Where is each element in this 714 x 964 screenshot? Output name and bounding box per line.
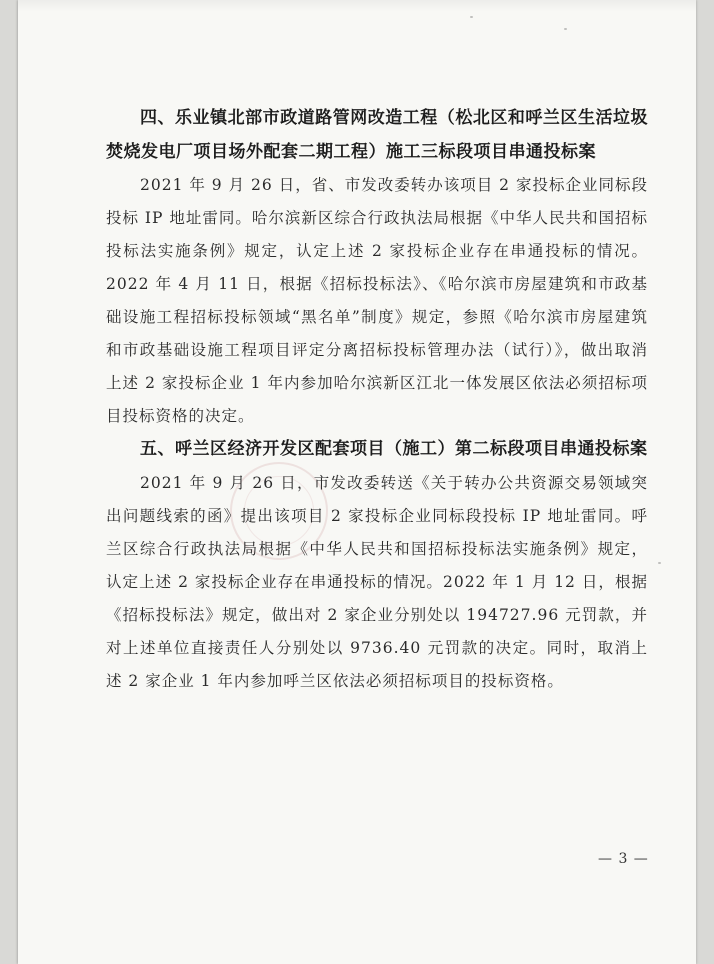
page-top-edge: [18, 0, 696, 12]
document-page: [18, 0, 696, 964]
section-5-heading: 五、呼兰区经济开发区配套项目（施工）第二标段项目串通投标案: [140, 439, 648, 459]
section-4-paragraph: 2021 年 9 月 26 日，省、市发改委转办该项目 2 家投标企业同标段投标 IP 地址雷同。哈尔滨新区综合行政执法局根据《中华人民共和国招标投标法实施条例》规定，认定上述 2 家投标企业存在串通投标的情况。2022 年 4 月 11 日，根据《招标投标法》、《哈尔滨市房屋建筑和市政基础设施工程招标投标领域“黑名单”制度》规定，参照《哈尔滨市房屋建筑和市政基础设施工程项目评定分离招标投标管理办法（试行）》，做出取消上述 2 家投标企业 1 年内参加哈尔滨新区江北一体发展区依法必须招标项目投标资格的决定。: [106, 176, 648, 425]
page-number: — 3 —: [598, 851, 649, 867]
section-5-paragraph: 2021 年 9 月 26 日，市发改委转送《关于转办公共资源交易领域突出问题线索的函》提出该项目 2 家投标企业同标段投标 IP 地址雷同。呼兰区综合行政执法局根据《中华人民共和国招标投标法实施条例》规定，认定上述 2 家投标企业存在串通投标的情况。2022 年 1 月 12 日，根据《招标投标法》规定，做出对 2 家企业分别处以 194727.96 元罚款，并对上述单位直接责任人分别处以 9736.40 元罚款的决定。同时，取消上述 2 家企业 1 年内参加呼兰区依法必须招标项目的投标资格。: [106, 473, 648, 690]
scan-speck: [658, 562, 661, 564]
scan-speck: [470, 16, 473, 18]
document-body: [106, 102, 648, 698]
scan-speck: [564, 28, 567, 30]
section-4-heading: 四、乐业镇北部市政道路管网改造工程（松北区和呼兰区生活垃圾焚烧发电厂项目场外配套二期工程）施工三标段项目串通投标案: [106, 108, 648, 162]
